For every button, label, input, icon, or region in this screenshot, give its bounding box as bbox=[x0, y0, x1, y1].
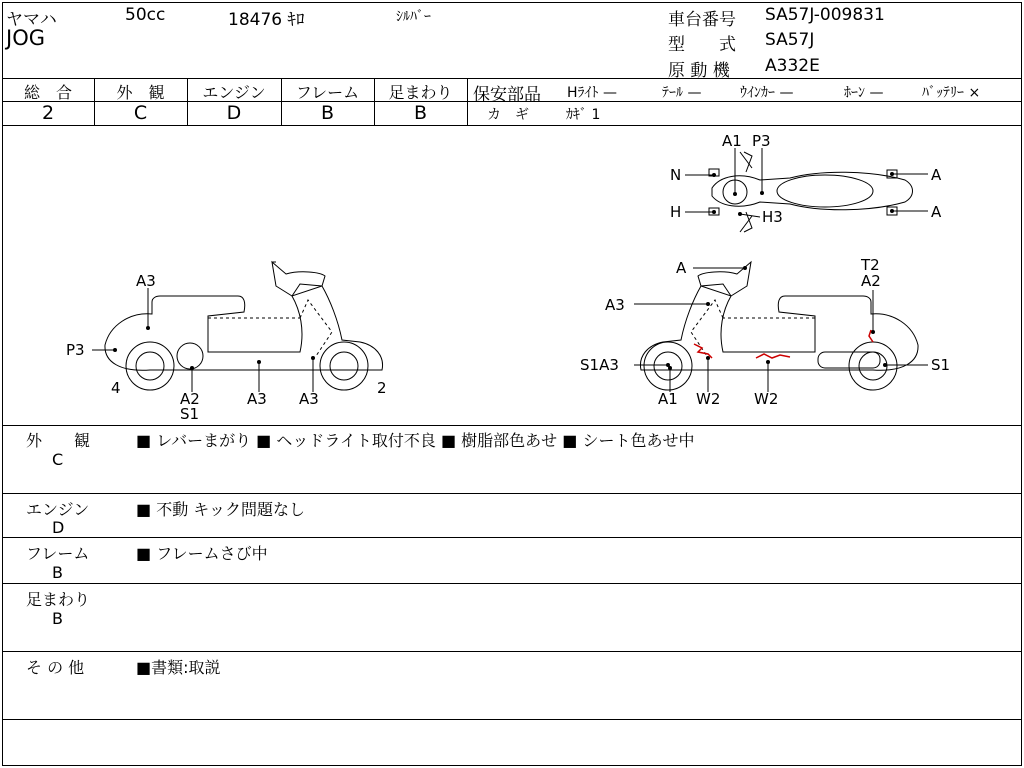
note-other-text: ■書類:取説 bbox=[136, 658, 221, 677]
label-right-a: A bbox=[676, 259, 687, 277]
key-label: カ ギ bbox=[487, 107, 529, 123]
suspension-grade-value: B bbox=[413, 102, 428, 124]
label-top-h: H bbox=[670, 203, 682, 221]
safety-item-battery: ﾊﾞｯﾃﾘｰ × bbox=[922, 85, 981, 101]
model-name: JOG bbox=[6, 26, 45, 50]
safety-item-headlight: Hﾗｲﾄ — bbox=[567, 85, 617, 101]
note-exterior-text: ■ レバーまがり ■ ヘッドライト取付不良 ■ 樹脂部色あせ ■ シート色あせ中 bbox=[136, 431, 695, 450]
damage-diagram bbox=[0, 126, 1024, 424]
label-left-a3-front: A3 bbox=[299, 390, 319, 408]
label-top-h3: H3 bbox=[762, 208, 783, 226]
maker: ヤマハ bbox=[6, 10, 57, 30]
engine-model-value: A332E bbox=[765, 56, 820, 76]
label-left-a3-floor: A3 bbox=[247, 390, 267, 408]
note-frame-text: ■ フレームさび中 bbox=[136, 544, 268, 563]
frame-number: SA57J-009831 bbox=[765, 5, 885, 25]
safety-item-winker: ｳｲﾝｶｰ — bbox=[740, 85, 794, 101]
label-left-a3-seat: A3 bbox=[136, 272, 156, 290]
exterior-grade-value: C bbox=[133, 102, 148, 124]
frame-grade-value: B bbox=[320, 102, 335, 124]
label-right-w2-front: W2 bbox=[696, 390, 721, 408]
label-right-a1: A1 bbox=[658, 390, 678, 408]
type-value: SA57J bbox=[765, 30, 815, 50]
label-left-4: 4 bbox=[111, 379, 121, 397]
safety-item-horn: ﾎｰﾝ — bbox=[844, 85, 884, 101]
note-frame-grade: B bbox=[52, 563, 63, 582]
note-engine-label: エンジン bbox=[26, 500, 90, 519]
overall-grade-value: 2 bbox=[41, 102, 55, 124]
safety-item-tail: ﾃｰﾙ — bbox=[662, 85, 702, 101]
engine-grade-value: D bbox=[226, 102, 242, 124]
label-right-a2: A2 bbox=[861, 272, 881, 290]
label-left-p3: P3 bbox=[66, 341, 85, 359]
label-top-a1: A1 bbox=[722, 132, 742, 150]
color: ｼﾙﾊﾞｰ bbox=[396, 9, 431, 25]
note-frame-label: フレーム bbox=[26, 544, 90, 563]
note-exterior-label: 外 観 bbox=[26, 431, 91, 450]
label-left-a2: A2 bbox=[180, 390, 200, 408]
label-right-a3: A3 bbox=[605, 296, 625, 314]
mileage: 18476 ｷﾛ bbox=[228, 10, 305, 30]
key-value: ｶｷﾞ 1 bbox=[566, 107, 601, 123]
top-view-scooter bbox=[709, 152, 913, 232]
displacement: 50cc bbox=[125, 5, 166, 25]
suspension-grade-label: 足まわり bbox=[388, 83, 453, 102]
label-top-a-upper: A bbox=[931, 166, 942, 184]
note-suspension-label: 足まわり bbox=[26, 590, 91, 609]
safety-parts-label: 保安部品 bbox=[473, 85, 541, 105]
type-label: 型 式 bbox=[668, 35, 736, 55]
engine-grade-label: エンジン bbox=[202, 83, 266, 102]
note-exterior-grade: C bbox=[52, 450, 64, 469]
label-left-s1: S1 bbox=[180, 405, 200, 423]
overall-grade-label: 総 合 bbox=[23, 83, 72, 102]
label-top-p3: P3 bbox=[752, 132, 771, 150]
label-right-t2: T2 bbox=[861, 256, 880, 274]
label-right-w2-floor: W2 bbox=[754, 390, 779, 408]
label-right-s1: S1 bbox=[931, 356, 951, 374]
exterior-grade-label: 外 観 bbox=[116, 83, 165, 102]
note-engine-grade: D bbox=[52, 518, 65, 537]
label-top-n: N bbox=[670, 166, 682, 184]
note-suspension-grade: B bbox=[52, 609, 63, 628]
engine-model-label: 原 動 機 bbox=[668, 61, 730, 81]
label-top-a-lower: A bbox=[931, 203, 942, 221]
frame-grade-label: フレーム bbox=[295, 83, 360, 102]
note-engine-text: ■ 不動 キック問題なし bbox=[136, 500, 305, 519]
label-right-s1a3: S1A3 bbox=[580, 356, 619, 374]
label-left-2: 2 bbox=[377, 379, 387, 397]
frame-number-label: 車台番号 bbox=[668, 10, 736, 30]
note-other-label: そ の 他 bbox=[26, 658, 85, 677]
